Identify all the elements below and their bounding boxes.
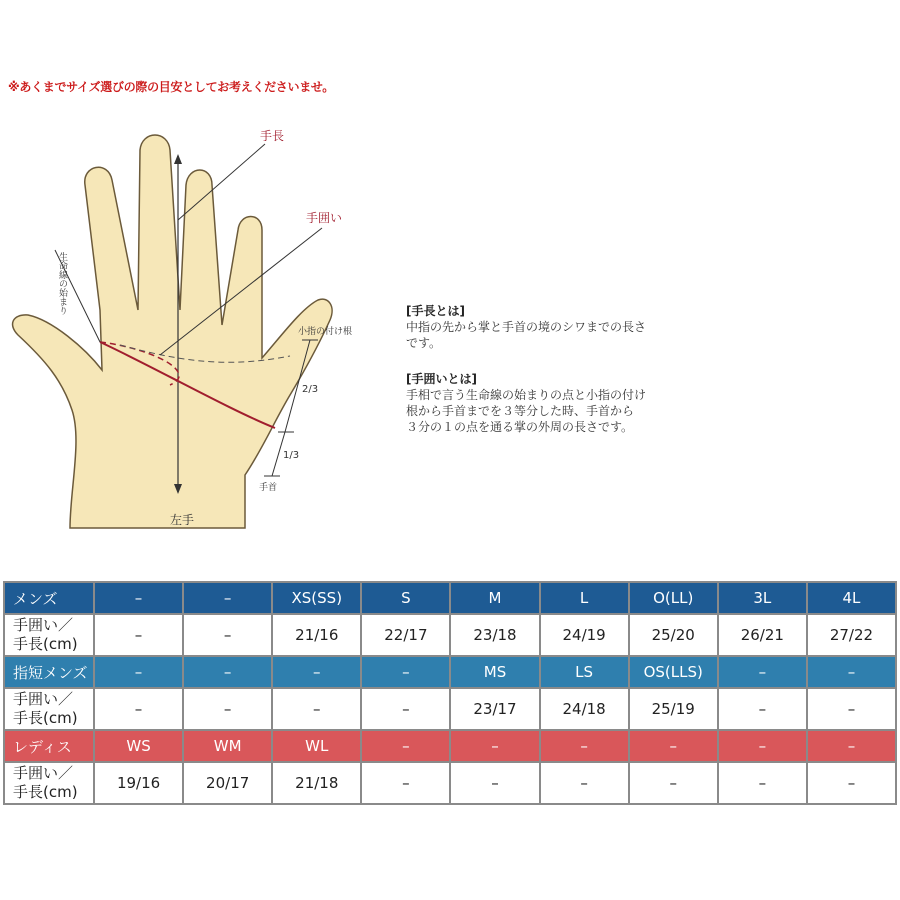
table-cell: 25/19 [629, 688, 718, 730]
table-cell: – [629, 730, 718, 762]
table-cell: – [807, 688, 896, 730]
table-cell: 指短メンズ [4, 656, 94, 688]
girth-line: 手相で言う生命線の始まりの点と小指の付け [406, 388, 647, 402]
table-cell: 4L [807, 582, 896, 614]
table-cell: 24/18 [540, 688, 629, 730]
table-cell: メンズ [4, 582, 94, 614]
length-line: 中指の先から掌と手首の境のシワまでの長さ [406, 320, 647, 334]
table-cell: 21/16 [272, 614, 361, 656]
hand-girth-label: 手囲い [306, 211, 343, 225]
table-cell: – [272, 656, 361, 688]
hand-measurement-diagram [0, 120, 400, 540]
table-cell: OS(LLS) [629, 656, 718, 688]
girth-heading: [手囲いとは] [406, 372, 477, 386]
table-cell: – [272, 688, 361, 730]
girth-line: 根から手首までを３等分した時、手首から [406, 404, 635, 418]
table-cell: – [361, 730, 450, 762]
two-thirds-label: 2/3 [302, 384, 319, 395]
size-table [3, 581, 897, 805]
table-cell: WL [272, 730, 361, 762]
table-cell: – [718, 688, 807, 730]
table-cell: – [540, 730, 629, 762]
table-cell: 27/22 [807, 614, 896, 656]
explanation-block [406, 303, 646, 435]
table-cell: レディス [4, 730, 94, 762]
table-cell: – [807, 730, 896, 762]
left-hand-label: 左手 [170, 513, 195, 527]
table-cell: – [94, 656, 183, 688]
table-cell: MS [450, 656, 539, 688]
ladies-values-row [4, 762, 896, 804]
wrist-label: 手首 [259, 483, 278, 493]
table-cell: 26/21 [718, 614, 807, 656]
table-cell: 25/20 [629, 614, 718, 656]
girth-line: ３分の１の点を通る掌の外周の長さです。 [406, 420, 634, 434]
table-cell: – [361, 762, 450, 804]
one-third-label: 1/3 [283, 450, 300, 461]
table-cell: XS(SS) [272, 582, 361, 614]
table-cell: – [94, 688, 183, 730]
table-cell: – [718, 730, 807, 762]
table-cell: – [183, 614, 272, 656]
measure-label: 手囲い／ 手長(cm) [4, 688, 94, 730]
table-cell: – [540, 762, 629, 804]
table-cell: WM [183, 730, 272, 762]
length-line: です。 [406, 336, 442, 350]
measure-label: 手囲い／ 手長(cm) [4, 614, 94, 656]
table-cell: 24/19 [540, 614, 629, 656]
pinky-base-label: 小指の付け根 [298, 327, 353, 337]
table-cell: – [361, 656, 450, 688]
table-cell: 22/17 [361, 614, 450, 656]
table-cell: – [183, 656, 272, 688]
table-cell: – [718, 656, 807, 688]
table-cell: – [718, 762, 807, 804]
measure-label: 手囲い／ 手長(cm) [4, 762, 94, 804]
size-notice: ※あくまでサイズ選びの際の目安としてお考えくださいませ。 [8, 80, 334, 94]
mens-header-row [4, 582, 896, 614]
table-cell: – [94, 614, 183, 656]
table-cell: 19/16 [94, 762, 183, 804]
table-cell: – [183, 688, 272, 730]
hand-length-label: 手長 [260, 129, 285, 143]
mens-values-row [4, 614, 896, 656]
table-cell: O(LL) [629, 582, 718, 614]
table-cell: 21/18 [272, 762, 361, 804]
table-cell: LS [540, 656, 629, 688]
table-cell: – [629, 762, 718, 804]
length-heading: [手長とは] [406, 304, 465, 318]
table-cell: L [540, 582, 629, 614]
table-cell: – [94, 582, 183, 614]
table-cell: 23/17 [450, 688, 539, 730]
table-cell: – [450, 762, 539, 804]
table-cell: – [450, 730, 539, 762]
ladies-header-row [4, 730, 896, 762]
table-cell: M [450, 582, 539, 614]
table-cell: – [183, 582, 272, 614]
table-cell: – [807, 656, 896, 688]
hand-silhouette [13, 135, 333, 528]
table-cell: S [361, 582, 450, 614]
table-cell: WS [94, 730, 183, 762]
table-cell: – [807, 762, 896, 804]
table-cell: – [361, 688, 450, 730]
lifeline-label: 生命線の始まり [57, 252, 67, 315]
table-cell: 3L [718, 582, 807, 614]
table-cell: 20/17 [183, 762, 272, 804]
short-finger-header-row [4, 656, 896, 688]
short-finger-values-row [4, 688, 896, 730]
table-cell: 23/18 [450, 614, 539, 656]
